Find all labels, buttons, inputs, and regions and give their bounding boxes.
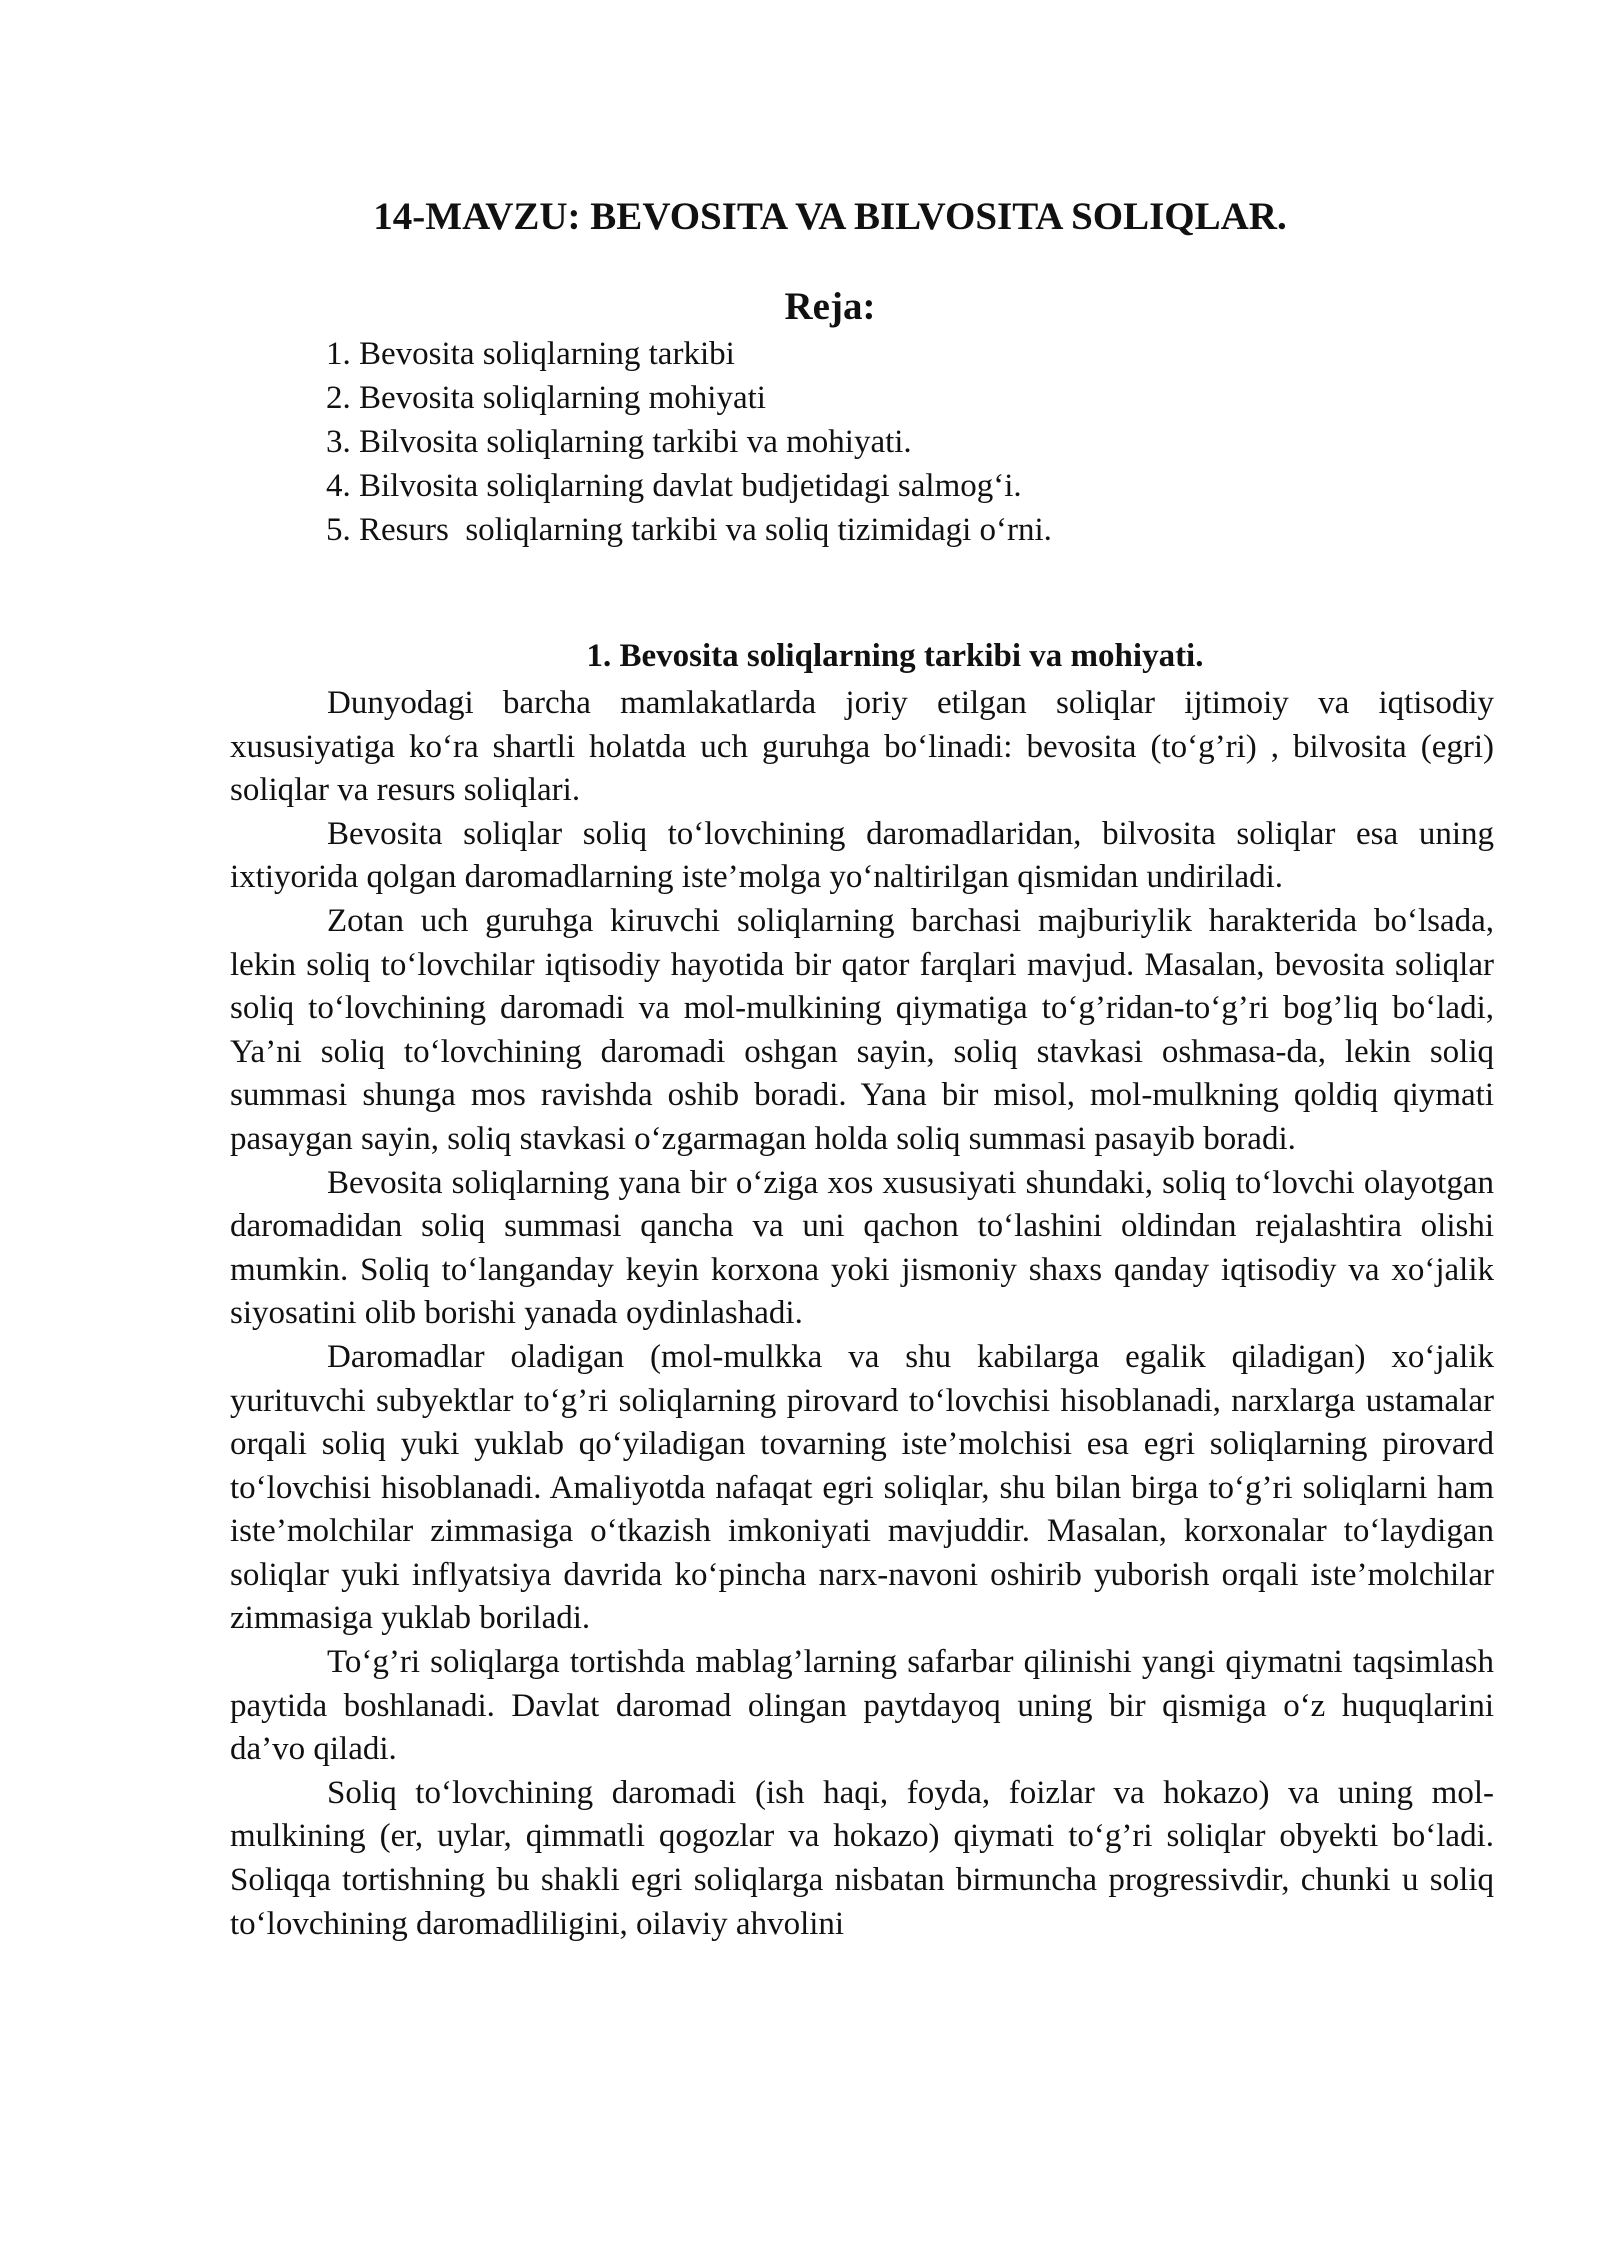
paragraph: Daromadlar oladigan (mol-mulkka va shu kabilarga egalik qiladigan) xo‘jalik yurituvchi subyektlar to‘g’ri soliqlarning pirovard to‘lovchisi hisoblanadi, narxlarga ustamalar orqali soliq yuki yuklab qo‘yiladigan tovarning iste’molchisi esa egri soliqlarning pirovard to‘lovchisi hisoblanadi. Amaliyotda nafaqat egri soliqlar, shu bilan birga to‘g’ri soliqlarni ham iste’molchilar zimmasiga o‘tkazish imkoniyati mavjuddir. Masalan, korxonalar to‘laydigan soliqlar yuki inflyatsiya davrida ko‘pincha narx-navoni oshirib yuborish orqali iste’molchilar zimmasiga yuklab boriladi. — [230, 1338, 1494, 1637]
page-title: 14-MAVZU: BEVOSITA VA BILVOSITA SOLIQLAR. — [373, 195, 1287, 238]
paragraph: Soliq to‘lovchining daromadi (ish haqi, foyda, foizlar va hokazo) va uning mol-mulkining (er, uylar, qimmatli qogozlar va hokazo) qiymati to‘g’ri soliqlar obyekti bo‘ladi. Soliqqa tortishning bu shakli egri soliqlarga nisbatan birmuncha progressivdir, chunki u soliq to‘lovchining daromadliligini, oilaviy ahvolini — [230, 1774, 1494, 1942]
plan-item: 4. Bilvosita soliqlarning davlat budjetidagi salmog‘i. — [326, 468, 1022, 504]
paragraph: Zotan uch guruhga kiruvchi soliqlarning barchasi majburiylik harakterida bo‘lsada, lekin soliq to‘lovchilar iqtisodiy hayotida bir qator farqlari mavjud. Masalan, bevosita soliqlar soliq to‘lovchining daromadi va mol-mulkining qiymatiga to‘g’ridan-to‘g’ri bog’liq bo‘ladi, Ya’ni soliq to‘lovchining daromadi oshgan sayin, soliq stavkasi oshmasa-da, lekin soliq summasi shunga mos ravishda oshib boradi. Yana bir misol, mol-mulkning qoldiq qiymati pasaygan sayin, soliq stavkasi o‘zgarmagan holda soliq summasi pasayib boradi. — [230, 902, 1494, 1157]
plan-item: 1. Bevosita soliqlarning tarkibi — [326, 336, 735, 372]
paragraph: Bevosita soliqlar soliq to‘lovchining daromadlaridan, bilvosita soliqlar esa uning ixtiyorida qolgan daromadlarning iste’molga yo‘naltirilgan qismidan undiriladi. — [230, 815, 1494, 896]
plan-heading: Reja: — [784, 285, 876, 328]
plan-item: 5. Resurs soliqlarning tarkibi va soliq tizimidagi o‘rni. — [326, 512, 1052, 548]
paragraph: Dunyodagi barcha mamlakatlarda joriy etilgan soliqlar ijtimoiy va iqtisodiy xususiyatiga ko‘ra shartli holatda uch guruhga bo‘linadi: bevosita (to‘g’ri) , bilvosita (egri) soliqlar va resurs soliqlari. — [230, 685, 1494, 809]
paragraph: To‘g’ri soliqlarga tortishda mablag’larning safarbar qilinishi yangi qiymatni taqsimlash paytida boshlanadi. Davlat daromad olingan paytdayoq uning bir qismiga o‘z huquqlarini da’vo qiladi. — [230, 1644, 1494, 1768]
plan-list — [326, 332, 1052, 552]
body-text — [230, 682, 1494, 1946]
section-heading: 1. Bevosita soliqlarning tarkibi va mohiyati. — [586, 638, 1204, 674]
paragraph: Bevosita soliqlarning yana bir o‘ziga xos xususiyati shundaki, soliq to‘lovchi olayotgan daromadidan soliq summasi qancha va uni qachon to‘lashini oldindan rejalashtira olishi mumkin. Soliq to‘langanday keyin korxona yoki jismoniy shaxs qanday iqtisodiy va xo‘jalik siyosatini olib borishi yanada oydinlashadi. — [230, 1164, 1494, 1332]
plan-item: 2. Bevosita soliqlarning mohiyati — [326, 380, 766, 416]
plan-item: 3. Bilvosita soliqlarning tarkibi va mohiyati. — [326, 424, 912, 460]
